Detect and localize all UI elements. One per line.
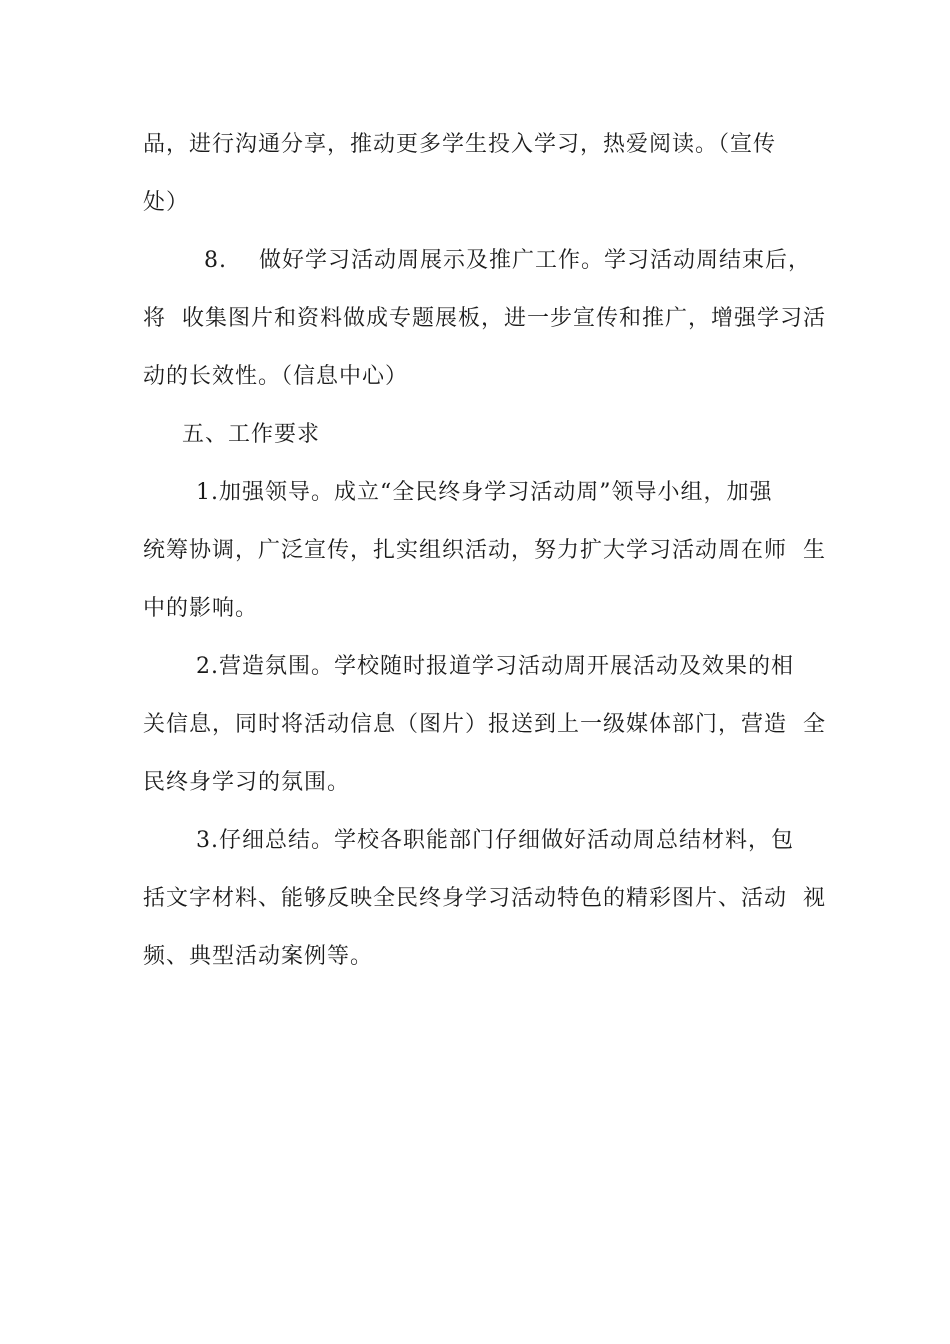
text-line: 处） (143, 190, 190, 215)
text-line: 3.仔细总结。学校各职能部门仔细做好活动周总结材料，包 (196, 828, 794, 853)
text-line: 8. 做好学习活动周展示及推广工作。学习活动周结束后， (196, 248, 811, 273)
text-line: 将 收集图片和资料做成专题展板，进一步宣传和推广，增强学习活 (143, 306, 826, 331)
text-line: 品，进行沟通分享，推动更多学生投入学习，热爱阅读。（宣传 (143, 132, 777, 157)
text-line: 民终身学习的氛围。 (143, 770, 351, 795)
text-line: 动的长效性。（信息中心） (143, 364, 409, 389)
text-line: 统筹协调，广泛宣传，扎实组织活动，努力扩大学习活动周在师 生 (143, 538, 826, 563)
text-line: 关信息，同时将活动信息（图片）报送到上一级媒体部门，营造 全 (143, 712, 826, 737)
text-line: 2.营造氛围。学校随时报道学习活动周开展活动及效果的相 (196, 654, 794, 679)
text-line: 括文字材料、能够反映全民终身学习活动特色的精彩图片、活动 视 (143, 886, 826, 911)
text-line: 1.加强领导。成立“全民终身学习活动周”领导小组，加强 (196, 480, 773, 505)
section-heading: 五、工作要求 (182, 422, 321, 447)
text-line: 频、典型活动案例等。 (143, 944, 374, 969)
text-line: 中的影响。 (143, 596, 259, 621)
